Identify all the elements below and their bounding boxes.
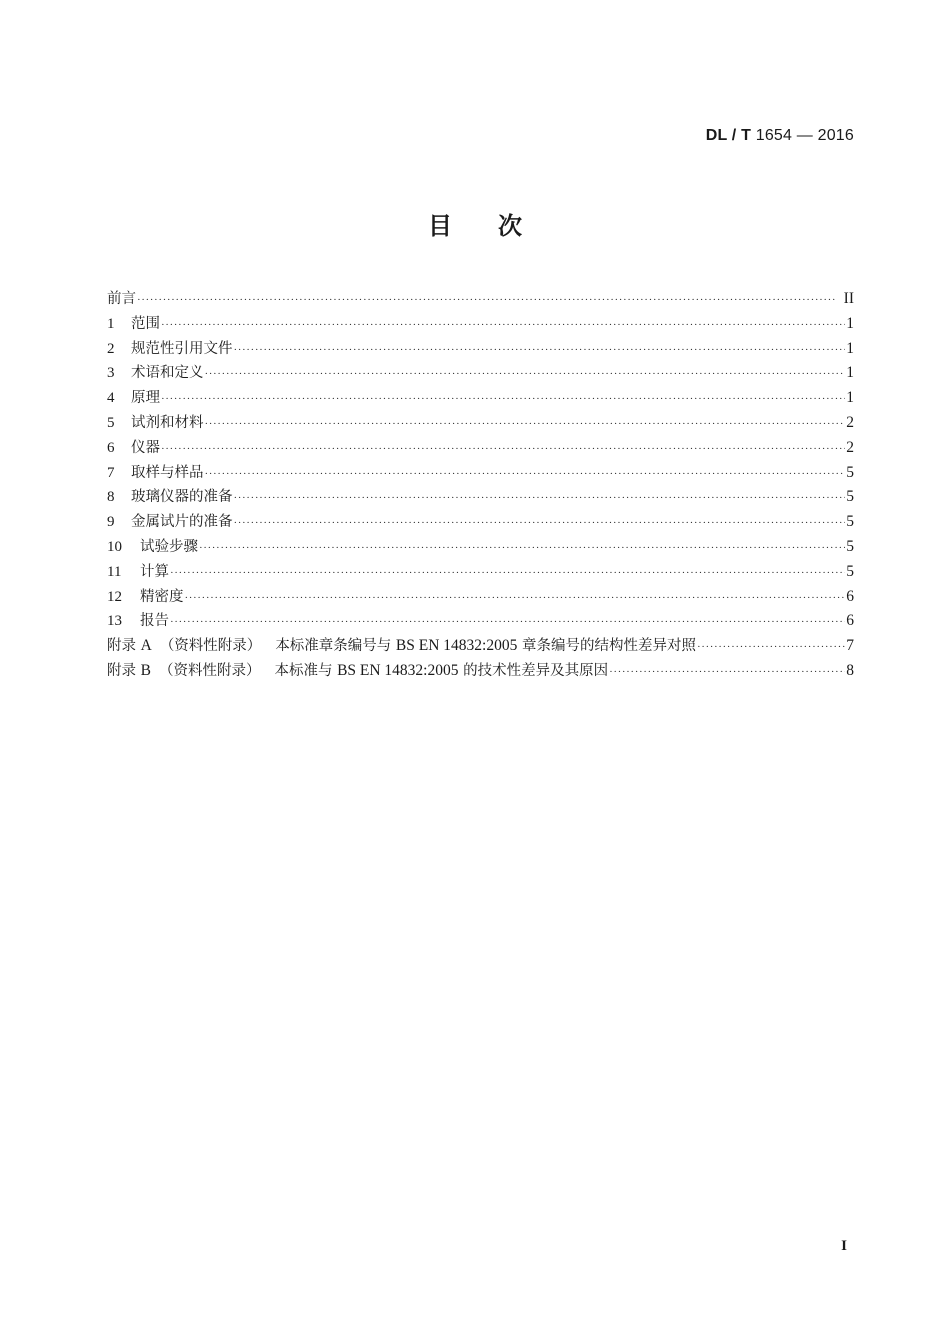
table-of-contents [107, 287, 854, 684]
dot-leader [161, 313, 845, 338]
dot-leader [205, 412, 846, 437]
toc-entry-page: 5 [846, 488, 854, 506]
toc-entry-page: 6 [846, 612, 854, 630]
dot-leader [697, 635, 845, 660]
appendix-tag [107, 634, 152, 659]
dot-leader [234, 486, 846, 511]
toc-entry-appendix-a[interactable] [107, 634, 854, 659]
toc-entry[interactable] [107, 411, 854, 436]
toc-entry-number: 7 [107, 464, 115, 481]
toc-entry-label: 仪器 [131, 439, 160, 456]
toc-entry-label: 取样与样品 [131, 464, 204, 481]
toc-entry-number: 4 [107, 390, 115, 407]
toc-entry[interactable] [107, 485, 854, 510]
appendix-tag-cn: 附录 [107, 662, 136, 679]
toc-entry-number: 6 [107, 439, 115, 456]
toc-entry[interactable] [107, 312, 854, 337]
dot-leader [137, 288, 843, 313]
toc-entry-label: 精密度 [140, 588, 184, 605]
appendix-kind: （资料性附录） [158, 662, 261, 679]
appendix-kind: （资料性附录） [159, 638, 262, 655]
toc-entry-label: 范围 [131, 315, 160, 332]
toc-entry-label: 原理 [131, 390, 160, 407]
label-standard-ref: BS EN 14832:2005 [395, 637, 518, 655]
toc-entry-label [275, 634, 696, 659]
dot-leader [609, 660, 845, 685]
dot-leader [234, 338, 846, 363]
label-standard-ref: BS EN 14832:2005 [337, 661, 459, 679]
toc-entry-number: 11 [107, 563, 122, 580]
toc-entry-page: 2 [846, 438, 854, 456]
toc-entry-page: 8 [846, 661, 854, 679]
toc-entry-label: 计算 [140, 563, 169, 580]
toc-entry-number: 5 [107, 414, 115, 431]
dot-leader [170, 561, 845, 586]
label-part: 本标准章条编号与 [275, 638, 392, 655]
standard-prefix: DL / T [705, 127, 752, 144]
page-number: I [841, 1238, 847, 1254]
standard-number: 1654 — 2016 [755, 127, 854, 144]
toc-entry-page: 6 [846, 587, 854, 605]
toc-entry-label: 术语和定义 [131, 365, 204, 382]
toc-entry[interactable] [107, 609, 854, 634]
dot-leader [205, 362, 846, 387]
toc-entry-label: 试剂和材料 [131, 414, 204, 431]
dot-leader [161, 437, 845, 462]
toc-entry-page: 1 [846, 339, 854, 357]
toc-entry-label: 玻璃仪器的准备 [131, 489, 233, 506]
toc-entry-number: 12 [107, 588, 122, 605]
toc-entry-page: 5 [846, 463, 854, 481]
appendix-tag [107, 659, 151, 684]
appendix-letter: B [140, 661, 151, 679]
toc-entry-label [274, 659, 608, 684]
toc-entry-page: 2 [846, 413, 854, 431]
toc-entry-foreword[interactable] [107, 287, 854, 312]
toc-entry-label: 试验步骤 [140, 538, 198, 555]
toc-entry-number: 9 [107, 514, 115, 531]
toc-entry-number: 8 [107, 489, 115, 506]
appendix-letter: A [140, 637, 152, 655]
standard-code [706, 127, 854, 145]
toc-entry-label: 金属试片的准备 [131, 514, 233, 531]
toc-entry[interactable] [107, 461, 854, 486]
toc-entry-page: 5 [846, 562, 854, 580]
dot-leader [185, 586, 846, 611]
toc-entry-label: 规范性引用文件 [131, 340, 233, 357]
toc-entry-number: 13 [107, 613, 122, 630]
appendix-tag-cn: 附录 [107, 638, 136, 655]
dot-leader [234, 511, 846, 536]
dot-leader [205, 462, 846, 487]
toc-entry-page: 1 [846, 389, 854, 407]
toc-entry-page: 1 [846, 364, 854, 382]
toc-entry-number: 1 [107, 315, 115, 332]
toc-entry-page: 5 [846, 513, 854, 531]
toc-entry[interactable] [107, 436, 854, 461]
toc-entry-label: 前言 [107, 291, 136, 307]
toc-entry-number: 3 [107, 365, 115, 382]
toc-entry-page: 1 [846, 314, 854, 332]
dot-leader [199, 536, 845, 561]
label-part: 的技术性差异及其原因 [463, 662, 609, 679]
page-title: 目次 [428, 212, 568, 240]
toc-entry[interactable] [107, 386, 854, 411]
label-part: 本标准与 [274, 662, 333, 679]
toc-entry-label: 报告 [140, 613, 169, 630]
toc-entry[interactable] [107, 361, 854, 386]
toc-entry[interactable] [107, 585, 854, 610]
toc-entry[interactable] [107, 560, 854, 585]
label-part: 章条编号的结构性差异对照 [521, 638, 696, 655]
toc-entry-number: 10 [107, 538, 122, 555]
toc-entry-appendix-b[interactable] [107, 659, 854, 684]
toc-entry-page: 5 [846, 537, 854, 555]
dot-leader [161, 387, 845, 412]
toc-entry[interactable] [107, 337, 854, 362]
toc-entry[interactable] [107, 510, 854, 535]
toc-entry-page: II [843, 290, 854, 307]
toc-entry-number: 2 [107, 340, 115, 357]
toc-entry-page: 7 [846, 637, 854, 655]
dot-leader [170, 610, 845, 635]
toc-entry[interactable] [107, 535, 854, 560]
